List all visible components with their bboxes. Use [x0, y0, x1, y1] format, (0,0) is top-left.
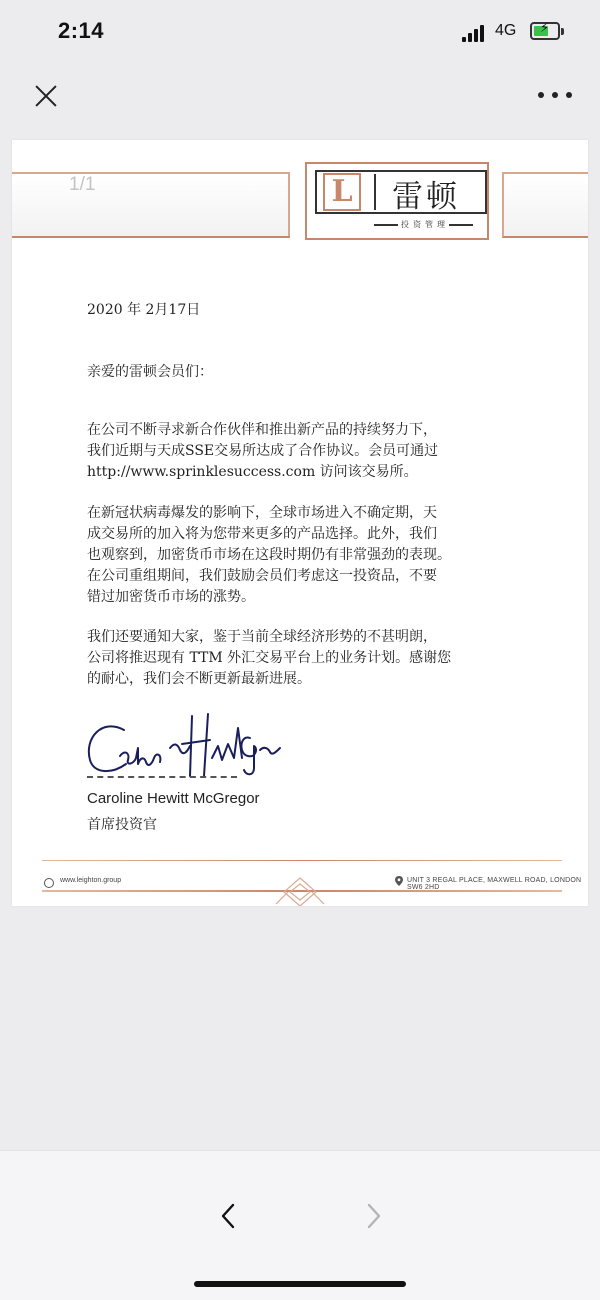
charging-bolt-icon: ⚡: [540, 21, 550, 36]
letter-date: 2020 年 2月17日: [87, 302, 201, 318]
signal-icon: [462, 24, 490, 42]
letter-paragraph-3: 我们还要通知大家，鉴于当前全球经济形势的不甚明朗， 公司将推迟现有 TTM 外汇交易平台上的业务计划。感谢您 的耐心，我们会不断更新最新进展。: [87, 629, 452, 687]
document-page: [12, 140, 588, 906]
location-pin-icon: [395, 876, 403, 886]
battery-icon: [530, 22, 560, 40]
close-icon[interactable]: [30, 80, 62, 112]
signer-name: Caroline Hewitt McGregor: [87, 790, 260, 807]
letter-paragraph-1: 在公司不断寻求新合作伙伴和推出新产品的持续努力下， 我们近期与天成SSE交易所达成了合作协议。会员可通过 http://www.sprinklesuccess.com 访问该交易所。: [87, 422, 439, 480]
letterhead-band-left: [12, 172, 290, 238]
letterhead-band-right: [502, 172, 588, 238]
page-indicator: 1/1: [69, 174, 96, 195]
chevron-left-icon[interactable]: [214, 1201, 244, 1231]
letter-greeting: 亲爱的雷顿会员们：: [87, 364, 213, 380]
signer-title: 首席投资官: [87, 817, 157, 833]
status-bar: [0, 0, 600, 64]
network-type: 4G: [495, 22, 517, 39]
viewer-toolbar: [0, 64, 600, 126]
globe-icon: [44, 878, 54, 888]
footer-website: www.leighton.group: [60, 877, 122, 884]
chevron-right-icon[interactable]: [358, 1201, 388, 1231]
status-time: 2:14: [58, 18, 105, 43]
signature-line: [87, 776, 237, 778]
letter-paragraph-2: 在新冠状病毒爆发的影响下，全球市场进入不确定期，天 成交易所的加入将为您带来更多的产品选择。此外，我们 也观察到，加密货币市场在这段时期仍有非常强劲的表现。 在公司重组期间，我们鼓励会员们考虑这一投资品，不要 错过加密货币市场的涨势。: [87, 505, 451, 605]
logo-subtitle: 投资管理: [401, 220, 449, 229]
home-indicator[interactable]: [194, 1281, 406, 1287]
footer-ornament: [270, 876, 330, 906]
footer-address: UNIT 3 REGAL PLACE, MAXWELL ROAD, LONDON SW6 2HD: [407, 877, 582, 891]
more-horizontal-icon[interactable]: [538, 92, 572, 100]
logo-name: 雷顿: [392, 179, 460, 215]
logo-mark: L: [331, 174, 353, 209]
bottom-navigation: [0, 1150, 600, 1300]
footer-rule: [42, 860, 562, 861]
